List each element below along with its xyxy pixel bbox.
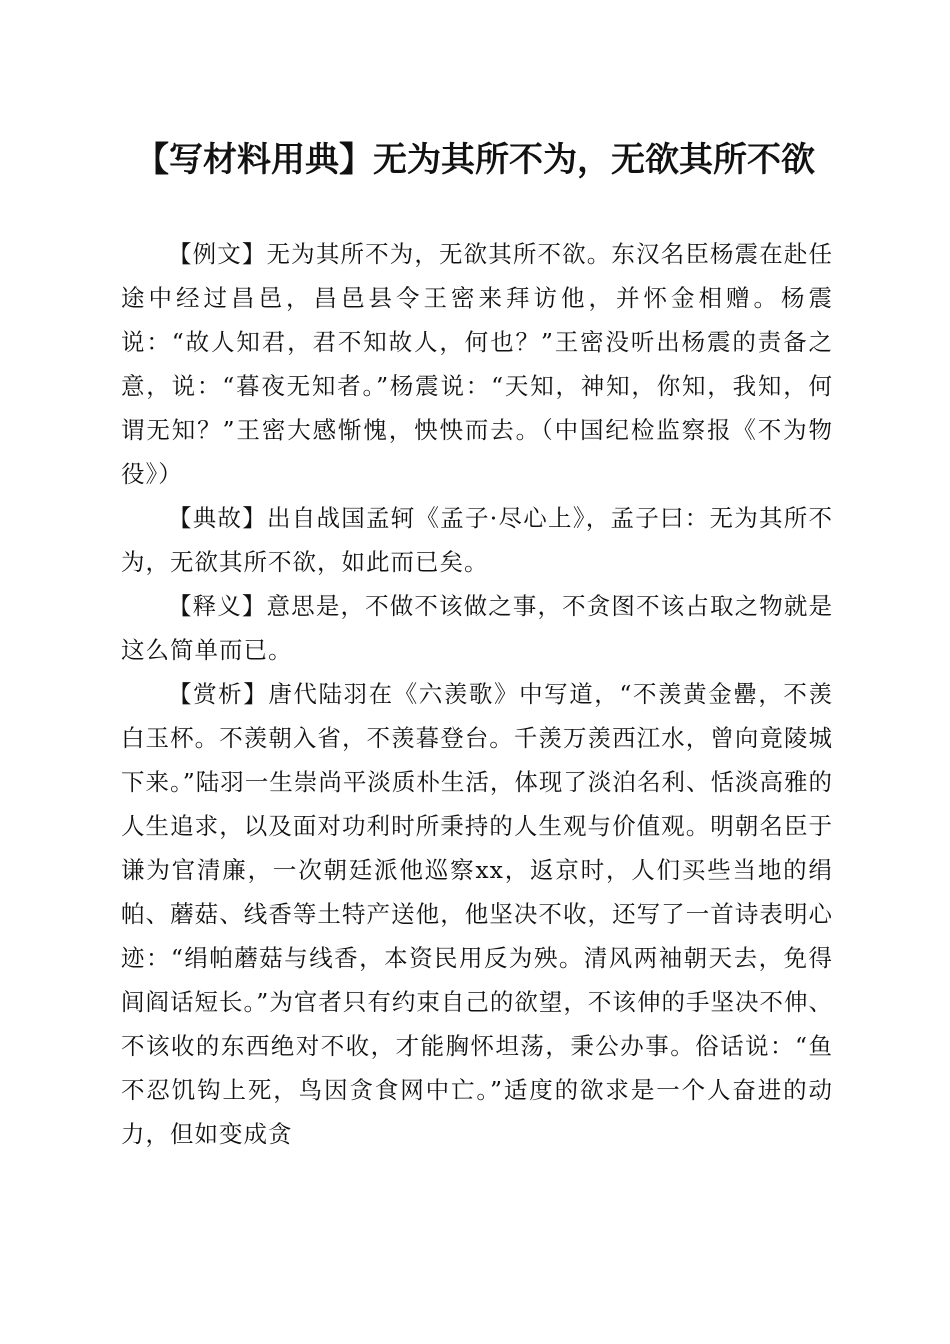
paragraph-text: 出自战国孟轲《孟子·尽心上》，孟子曰：无为其所不为，无欲其所不欲，如此而已矣。 — [121, 504, 833, 576]
paragraph-text: 意思是，不做不该做之事，不贪图不该占取之物就是这么简单而已。 — [121, 592, 834, 664]
paragraph-example — [121, 232, 833, 496]
section-tag: 【释义】 — [168, 592, 267, 620]
paragraph-text: 唐代陆羽在《六羡歌》中写道，“不羡黄金罍，不羡白玉杯。不羡朝入省，不羡暮登台。千羡万羡西江水，曾向竟陵城下来。”陆羽一生崇尚平淡质朴生活，体现了淡泊名利、恬淡高雅的人生追求，以及面对功利时所秉持的人生观与价值观。明朝名臣于谦为官清廉，一次朝廷派他巡察xx，返京时，人们买些当地的绢帕、蘑菇、线香等土特产送他，他坚决不收，还写了一首诗表明心迹：“绢帕蘑菇与线香，本资民用反为殃。清风两袖朝天去，免得闾阎话短长。”为官者只有约束自己的欲望，不该伸的手坚决不伸、不该收的东西绝对不收，才能胸怀坦荡，秉公办事。俗话说：“鱼不忍饥钩上死，鸟因贪食网中亡。”适度的欲求是一个人奋进的动力，但如变成贪 — [121, 680, 834, 1148]
paragraph-text: 无为其所不为，无欲其所不欲。东汉名臣杨震在赴任途中经过昌邑，昌邑县令王密来拜访他，并怀金相赠。杨震说：“故人知君，君不知故人，何也？”王密没听出杨震的责备之意，说：“暮夜无知者。”杨震说：“天知，神知，你知，我知，何谓无知？”王密大感惭愧，怏怏而去。（中国纪检监察报《不为物役》） — [121, 240, 834, 488]
section-tag: 【典故】 — [168, 504, 268, 532]
document-body — [121, 232, 833, 1156]
section-tag: 【例文】 — [168, 240, 267, 268]
section-tag: 【赏析】 — [168, 680, 269, 708]
paragraph-meaning — [121, 584, 833, 672]
paragraph-appreciation — [121, 672, 833, 1156]
paragraph-allusion — [121, 496, 833, 584]
page-title: 【写材料用典】无为其所不为，无欲其所不欲 — [135, 140, 815, 180]
